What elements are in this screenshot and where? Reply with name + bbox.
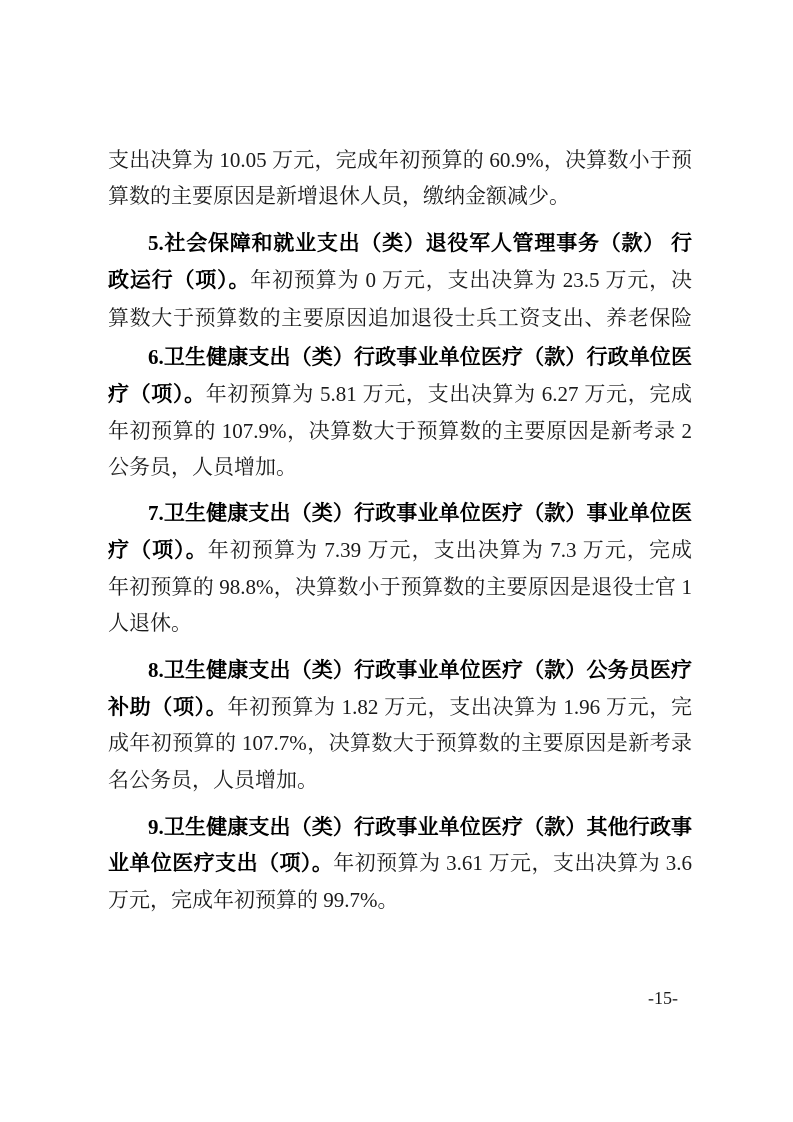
text-line <box>108 767 692 793</box>
body-text: 万元，完成年初预算的 99.7%。 <box>108 888 399 912</box>
text-line <box>148 230 692 256</box>
bold-heading: 疗（项）。 <box>108 538 208 562</box>
body-text: 成年初预算的 107.7%，决算数大于预算数的主要原因是新考录 <box>108 731 692 755</box>
text-line <box>148 814 692 840</box>
bold-heading: 补助（项）。 <box>108 695 228 719</box>
text-line <box>108 454 692 480</box>
text-line <box>108 381 692 407</box>
text-line <box>108 730 692 756</box>
bold-heading: 9.卫生健康支出（类）行政事业单位医疗（款）其他行政事 <box>148 815 692 839</box>
text-line <box>108 610 692 636</box>
text-line <box>148 500 692 526</box>
body-text: 年初预算的 98.8%，决算数小于预算数的主要原因是退役士官 1 <box>108 575 692 599</box>
text-line <box>108 267 692 293</box>
text-line <box>108 694 692 720</box>
bold-heading: 8.卫生健康支出（类）行政事业单位医疗（款）公务员医疗 <box>148 658 692 682</box>
text-line <box>108 887 692 913</box>
text-line <box>108 183 692 209</box>
text-line <box>108 147 692 173</box>
text-line <box>148 657 692 683</box>
body-text: 人退休。 <box>108 611 192 635</box>
bold-heading: 疗（项）。 <box>108 382 206 406</box>
body-text: 算数的主要原因是新增退休人员，缴纳金额减少。 <box>108 184 570 208</box>
body-text: 算数大于预算数的主要原因追加退役士兵工资支出、养老保险 <box>108 306 692 330</box>
text-line <box>148 344 692 370</box>
body-text: 年初预算为 1.82 万元，支出决算为 1.96 万元，完 <box>227 695 692 719</box>
body-text: 年初预算为 3.61 万元，支出决算为 3.6 <box>333 851 692 875</box>
bold-heading: 业单位医疗支出（项）。 <box>108 851 334 875</box>
text-line <box>108 537 692 563</box>
bold-heading: 7.卫生健康支出（类）行政事业单位医疗（款）事业单位医 <box>148 501 692 525</box>
text-line <box>108 574 692 600</box>
bold-heading: 6.卫生健康支出（类）行政事业单位医疗（款）行政单位医 <box>148 345 692 369</box>
body-text: 支出决算为 10.05 万元，完成年初预算的 60.9%，决算数小于预 <box>108 148 692 172</box>
body-text: 公务员，人员增加。 <box>108 455 297 479</box>
text-line <box>108 850 692 876</box>
body-text: 年初预算为 0 万元，支出决算为 23.5 万元，决 <box>250 268 692 292</box>
text-line <box>108 305 692 331</box>
body-text: 年初预算的 107.9%，决算数大于预算数的主要原因是新考录 2 <box>108 419 692 443</box>
bold-heading: 5.社会保障和就业支出（类）退役军人管理事务（款） 行 <box>148 231 692 255</box>
text-line <box>108 418 692 444</box>
body-text: 名公务员，人员增加。 <box>108 768 318 792</box>
body-text: 年初预算为 5.81 万元，支出决算为 6.27 万元，完成 <box>205 382 692 406</box>
bold-heading: 政运行（项）。 <box>108 268 251 292</box>
body-text: 年初预算为 7.39 万元，支出决算为 7.3 万元，完成 <box>207 538 692 562</box>
page-number: -15- <box>648 988 678 1008</box>
